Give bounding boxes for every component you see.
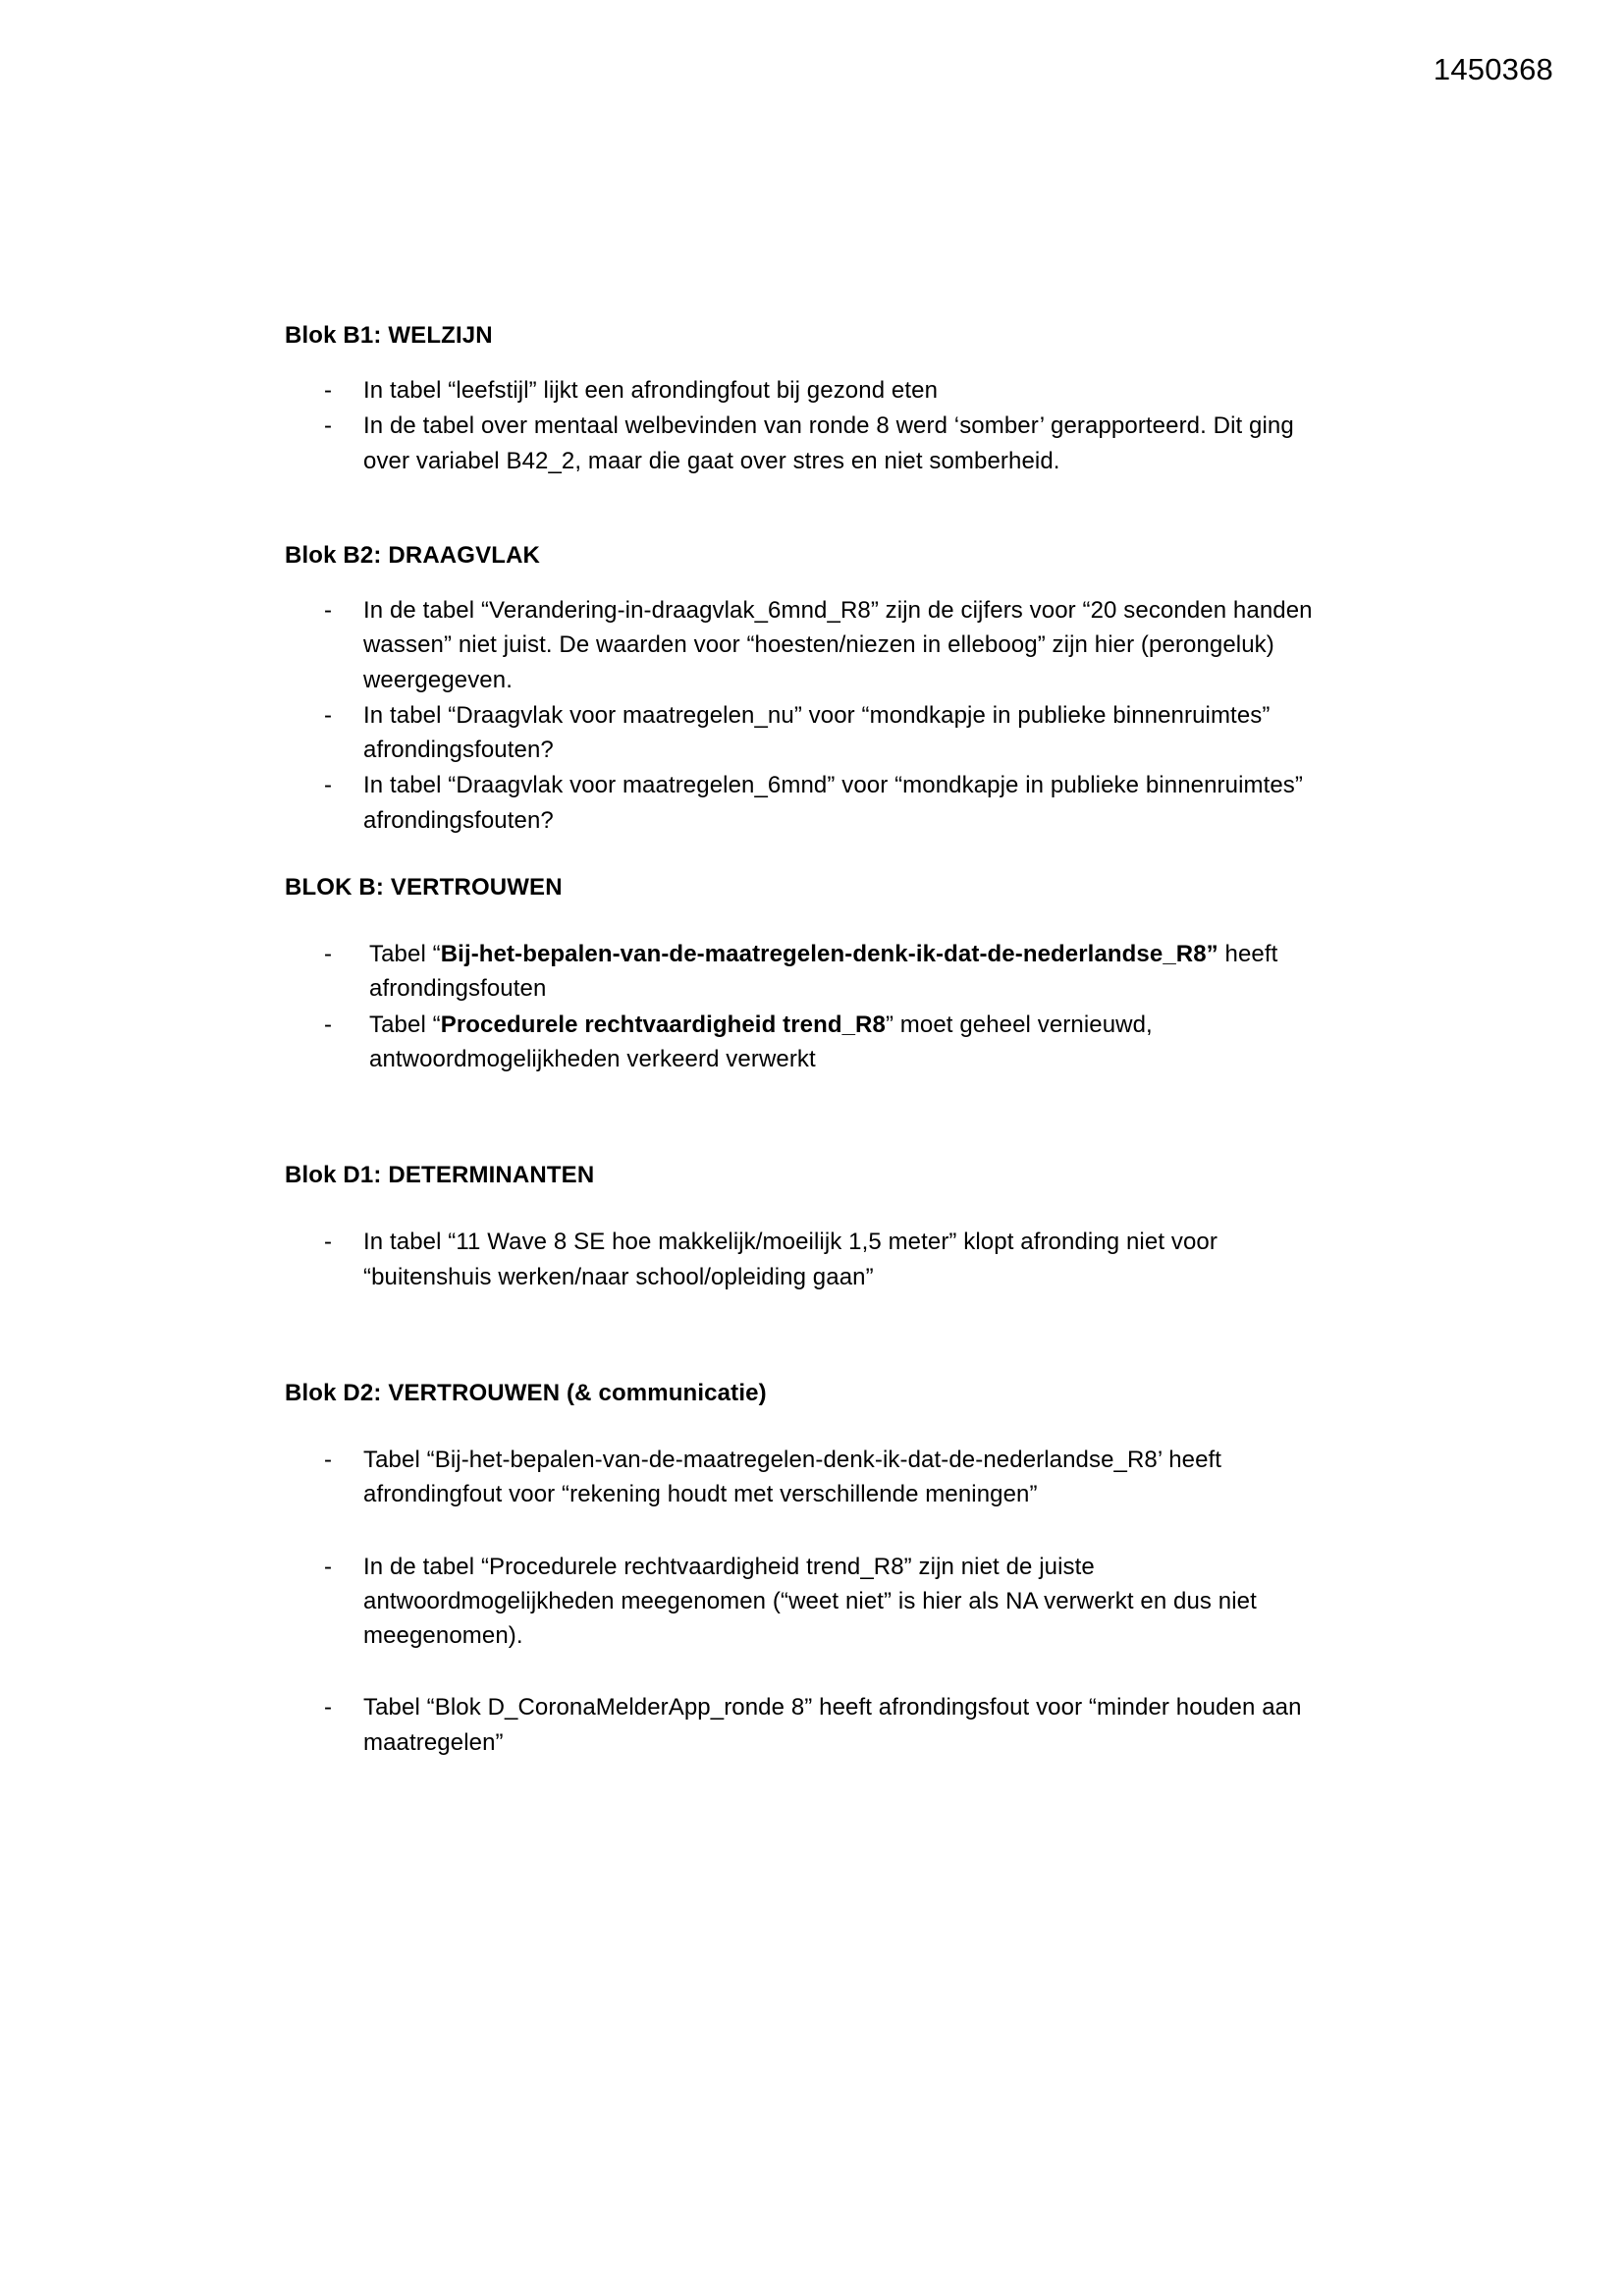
- list-item: [285, 409, 1321, 478]
- bullet-list-blok-b1: [285, 373, 1321, 478]
- spacer: [285, 352, 1321, 373]
- list-item-text: In de tabel “Verandering-in-draagvlak_6mnd_R8” zijn de cijfers voor “20 seconden handen wassen” niet juist. De waarden voor “hoesten/niezen in elleboog” zijn hier (perongeluk) weergegeven.: [363, 597, 1313, 693]
- bullet-list-blok-d2: [285, 1443, 1321, 1760]
- section-blok-b2: [285, 540, 1321, 838]
- section-heading-blok-d1: Blok D1: DETERMINANTEN: [285, 1162, 595, 1189]
- spacer: [285, 903, 1321, 937]
- list-item-text: In tabel “11 Wave 8 SE hoe makkelijk/moeilijk 1,5 meter” klopt afronding niet voor “buitenshuis werken/naar school/opleiding gaan”: [363, 1229, 1218, 1290]
- page-number: 1450368: [1433, 52, 1553, 86]
- bullet-dash-icon: -: [324, 377, 333, 405]
- list-item: [285, 1008, 1321, 1077]
- list-item-text: In tabel “Draagvlak voor maatregelen_6mnd” voor “mondkapje in publieke binnenruimtes” afrondingsfouten?: [363, 772, 1304, 834]
- section-heading-blok-b1: Blok B1: WELZIJN: [285, 322, 493, 349]
- bullet-list-blok-b-vertrouwen: [285, 937, 1321, 1076]
- spacer: [285, 572, 1321, 593]
- section-blok-b1: [285, 320, 1321, 478]
- spacer: [285, 1191, 1321, 1225]
- section-blok-d2: [285, 1378, 1321, 1760]
- bullet-dash-icon: -: [324, 772, 333, 799]
- bullet-dash-icon: -: [324, 1553, 333, 1580]
- list-item: [285, 1443, 1321, 1512]
- bullet-list-blok-d1: [285, 1225, 1321, 1294]
- list-item: [285, 1225, 1321, 1294]
- bullet-dash-icon: -: [324, 1011, 333, 1038]
- section-heading-blok-b2: Blok B2: DRAAGVLAK: [285, 541, 541, 569]
- section-blok-b-vertrouwen: [285, 872, 1321, 1076]
- list-item: [285, 1550, 1321, 1654]
- list-item: [285, 698, 1321, 768]
- section-heading-blok-b-vertrouwen: BLOK B: VERTROUWEN: [285, 873, 563, 901]
- section-blok-d1: [285, 1160, 1321, 1294]
- spacer: [285, 479, 1321, 540]
- bullet-dash-icon: -: [324, 941, 333, 968]
- list-item-prefix: Tabel “: [369, 1011, 441, 1038]
- list-item-text: In tabel “leefstijl” lijkt een afrondingfout bij gezond eten: [363, 377, 939, 405]
- list-item-text: Tabel “Blok D_CoronaMelderApp_ronde 8” heeft afrondingsfout voor “minder houden aan maatregelen”: [363, 1694, 1302, 1756]
- list-item-text: Tabel “Bij-het-bepalen-van-de-maatregelen-denk-ik-dat-de-nederlandse_R8’ heeft afrondingfout voor “rekening houdt met verschillende meningen”: [363, 1447, 1222, 1508]
- spacer: [285, 1409, 1321, 1443]
- section-heading-blok-d2: Blok D2: VERTROUWEN (& communicatie): [285, 1379, 767, 1406]
- list-item: [285, 768, 1321, 838]
- list-item-text: In tabel “Draagvlak voor maatregelen_nu” voor “mondkapje in publieke binnenruimtes” afrondingsfouten?: [363, 701, 1271, 764]
- spacer: [285, 839, 1321, 872]
- list-item: [285, 1690, 1321, 1760]
- list-item: [285, 937, 1321, 1007]
- list-item: [285, 593, 1321, 697]
- list-item-prefix: Tabel “: [369, 941, 441, 968]
- list-item-text: In de tabel over mentaal welbevinden van ronde 8 werd ‘somber’ gerapporteerd. Dit ging over variabel B42_2, maar die gaat over stres en niet somberheid.: [363, 412, 1294, 474]
- list-item-suffix: heeft afrondingsfouten: [369, 941, 1278, 1003]
- spacer: [285, 1077, 1321, 1160]
- spacer: [285, 1295, 1321, 1378]
- bullet-dash-icon: -: [324, 412, 333, 440]
- list-item-emphasis: Procedurele rechtvaardigheid trend_R8: [440, 1011, 886, 1038]
- list-item-emphasis: Bij-het-bepalen-van-de-maatregelen-denk-ik-dat-de-nederlandse_R8”: [440, 941, 1218, 968]
- bullet-dash-icon: -: [324, 1694, 333, 1722]
- bullet-dash-icon: -: [324, 701, 333, 729]
- bullet-dash-icon: -: [324, 1447, 333, 1474]
- bullet-dash-icon: -: [324, 597, 333, 625]
- bullet-list-blok-b2: [285, 593, 1321, 838]
- bullet-dash-icon: -: [324, 1229, 333, 1256]
- list-item-suffix: ” moet geheel vernieuwd, antwoordmogelijkheden verkeerd verwerkt: [369, 1011, 1153, 1072]
- list-item-text: In de tabel “Procedurele rechtvaardigheid trend_R8” zijn niet de juiste antwoordmogelijkheden meegenomen (“weet niet” is hier als NA verwerkt en dus niet meegenomen).: [363, 1553, 1257, 1650]
- list-item: [285, 373, 1321, 408]
- document-body: [285, 320, 1321, 1761]
